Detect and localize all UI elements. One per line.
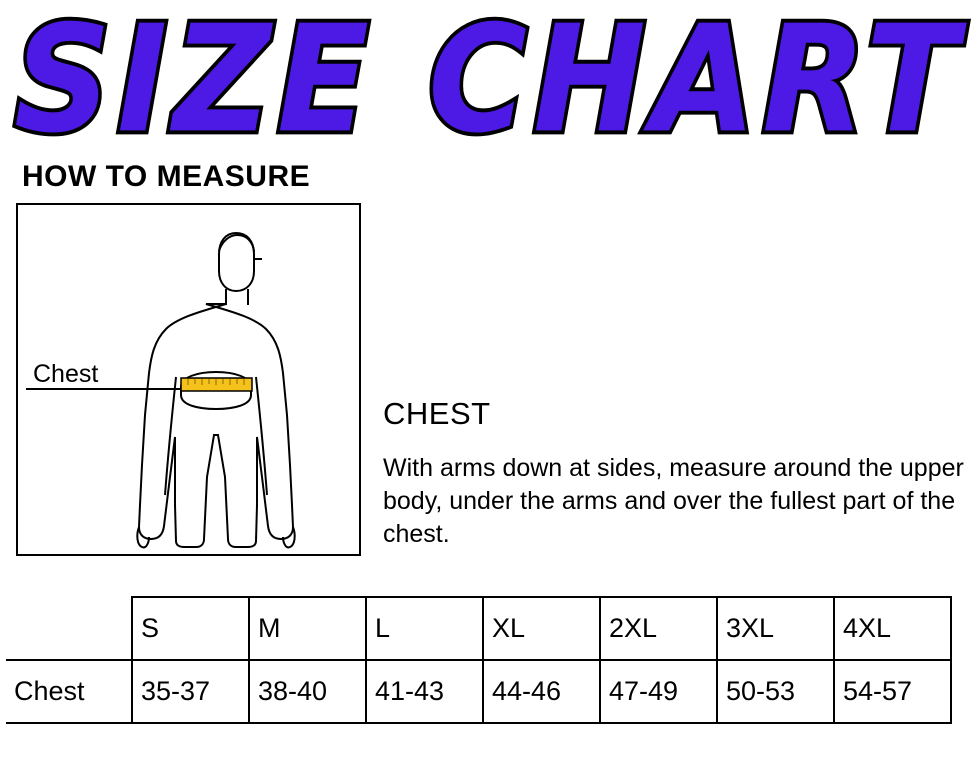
table-corner-cell [6, 597, 132, 660]
page-title: SIZE CHART [14, 0, 964, 146]
table-cell-chest-l: 41-43 [366, 660, 483, 723]
chest-callout-label: Chest [33, 360, 99, 388]
table-header-2xl: 2XL [600, 597, 717, 660]
table-cell-chest-2xl: 47-49 [600, 660, 717, 723]
table-cell-chest-xl: 44-46 [483, 660, 600, 723]
how-to-measure-heading: HOW TO MEASURE [22, 160, 311, 193]
table-header-m: M [249, 597, 366, 660]
table-cell-chest-3xl: 50-53 [717, 660, 834, 723]
table-cell-chest-m: 38-40 [249, 660, 366, 723]
page-title-banner [0, 0, 978, 146]
description-body: With arms down at sides, measure around the upper body, under the arms and over the fullest part of the chest. [383, 454, 964, 548]
table-row-header [6, 597, 951, 660]
table-header-xl: XL [483, 597, 600, 660]
table-row-label-chest: Chest [6, 660, 132, 723]
size-table [6, 596, 952, 724]
table-header-s: S [132, 597, 249, 660]
table-header-4xl: 4XL [834, 597, 951, 660]
description-heading: CHEST [383, 396, 491, 431]
table-cell-chest-s: 35-37 [132, 660, 249, 723]
table-cell-chest-4xl: 54-57 [834, 660, 951, 723]
table-header-l: L [366, 597, 483, 660]
table-row [6, 660, 951, 723]
table-header-3xl: 3XL [717, 597, 834, 660]
